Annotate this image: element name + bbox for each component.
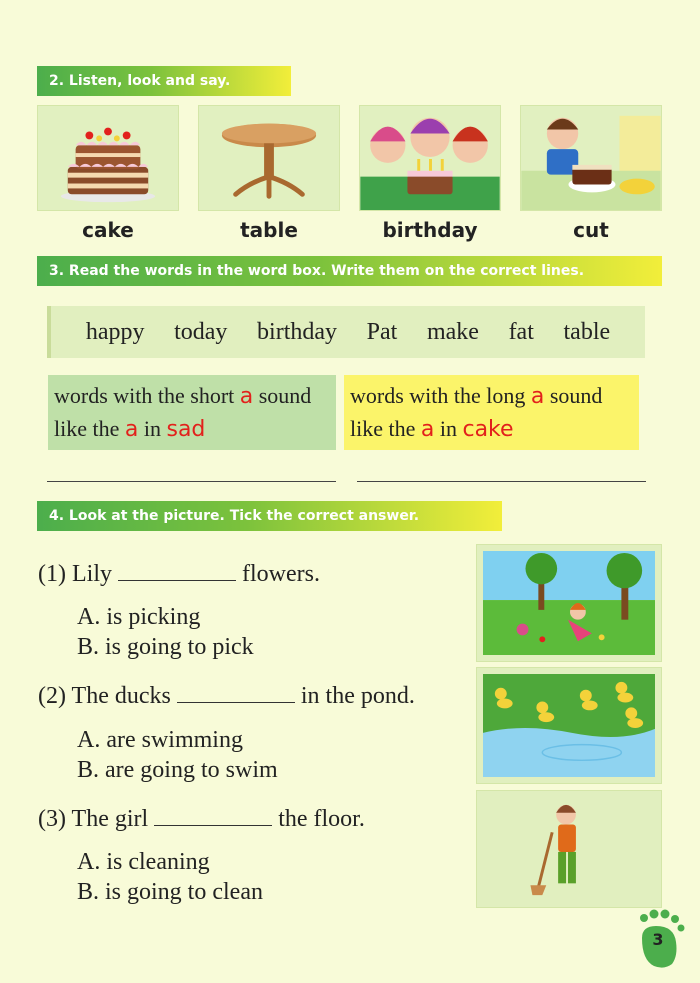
word-cake: cake	[82, 218, 134, 242]
option-3b[interactable]: B. is going to clean	[77, 879, 263, 905]
word-box-item: birthday	[257, 318, 338, 345]
long-a-letter: a	[530, 384, 545, 409]
section-2-header: 2. Listen, look and say.	[37, 66, 291, 96]
option-2b[interactable]: B. are going to swim	[77, 757, 278, 783]
long-a-box	[344, 375, 639, 450]
answer-blank[interactable]	[118, 561, 236, 581]
word-box-item: make	[426, 318, 479, 345]
table-picture	[198, 105, 340, 211]
short-a-letter: a	[239, 384, 254, 409]
word-box-item: fat	[508, 318, 534, 345]
option-2a[interactable]: A. are swimming	[77, 727, 243, 753]
girl-sweeping-picture	[476, 790, 662, 908]
question-1: (1) Lily flowers.	[38, 561, 320, 587]
long-a-line-2: like the a in cake	[350, 416, 514, 442]
word-box-item: Pat	[366, 318, 398, 345]
word-birthday: birthday	[382, 218, 478, 242]
birthday-picture	[359, 105, 501, 211]
short-a-answer-line[interactable]	[47, 481, 336, 482]
long-a-example: cake	[462, 417, 514, 442]
long-a-line-1: words with the long a sound	[350, 383, 603, 409]
long-a-answer-line[interactable]	[357, 481, 646, 482]
girl-picking-flowers-picture	[476, 544, 662, 662]
short-a-example: sad	[166, 417, 206, 442]
question-3: (3) The girl the floor.	[38, 806, 365, 832]
short-a-box	[48, 375, 336, 450]
short-a-line-2: like the a in sad	[54, 416, 206, 442]
section-3-header: 3. Read the words in the word box. Write them on the correct lines.	[37, 256, 662, 286]
cake-picture	[37, 105, 179, 211]
birthday-party-icon	[360, 106, 500, 210]
table-icon	[199, 106, 339, 210]
option-3a[interactable]: A. is cleaning	[77, 849, 210, 875]
word-box	[47, 306, 645, 358]
page-number: 3	[652, 930, 664, 949]
word-box-item: today	[174, 318, 228, 345]
answer-blank[interactable]	[154, 806, 272, 826]
answer-blank[interactable]	[177, 683, 295, 703]
ducks-pond-icon	[483, 674, 655, 777]
word-table: table	[240, 218, 298, 242]
word-cut: cut	[573, 218, 609, 242]
boy-cutting-cake-icon	[521, 106, 661, 210]
ducks-pond-picture	[476, 667, 662, 784]
cake-icon	[38, 106, 178, 210]
option-1b[interactable]: B. is going to pick	[77, 634, 254, 660]
option-1a[interactable]: A. is picking	[77, 604, 201, 630]
girl-picking-flowers-icon	[483, 551, 655, 655]
word-box-item: table	[563, 318, 611, 345]
girl-sweeping-icon	[483, 797, 655, 901]
word-box-item: happy	[85, 318, 145, 345]
cut-picture	[520, 105, 662, 211]
section-4-header: 4. Look at the picture. Tick the correct answer.	[37, 501, 502, 531]
question-2: (2) The ducks in the pond.	[38, 683, 415, 709]
short-a-line-1: words with the short a sound	[54, 383, 312, 409]
